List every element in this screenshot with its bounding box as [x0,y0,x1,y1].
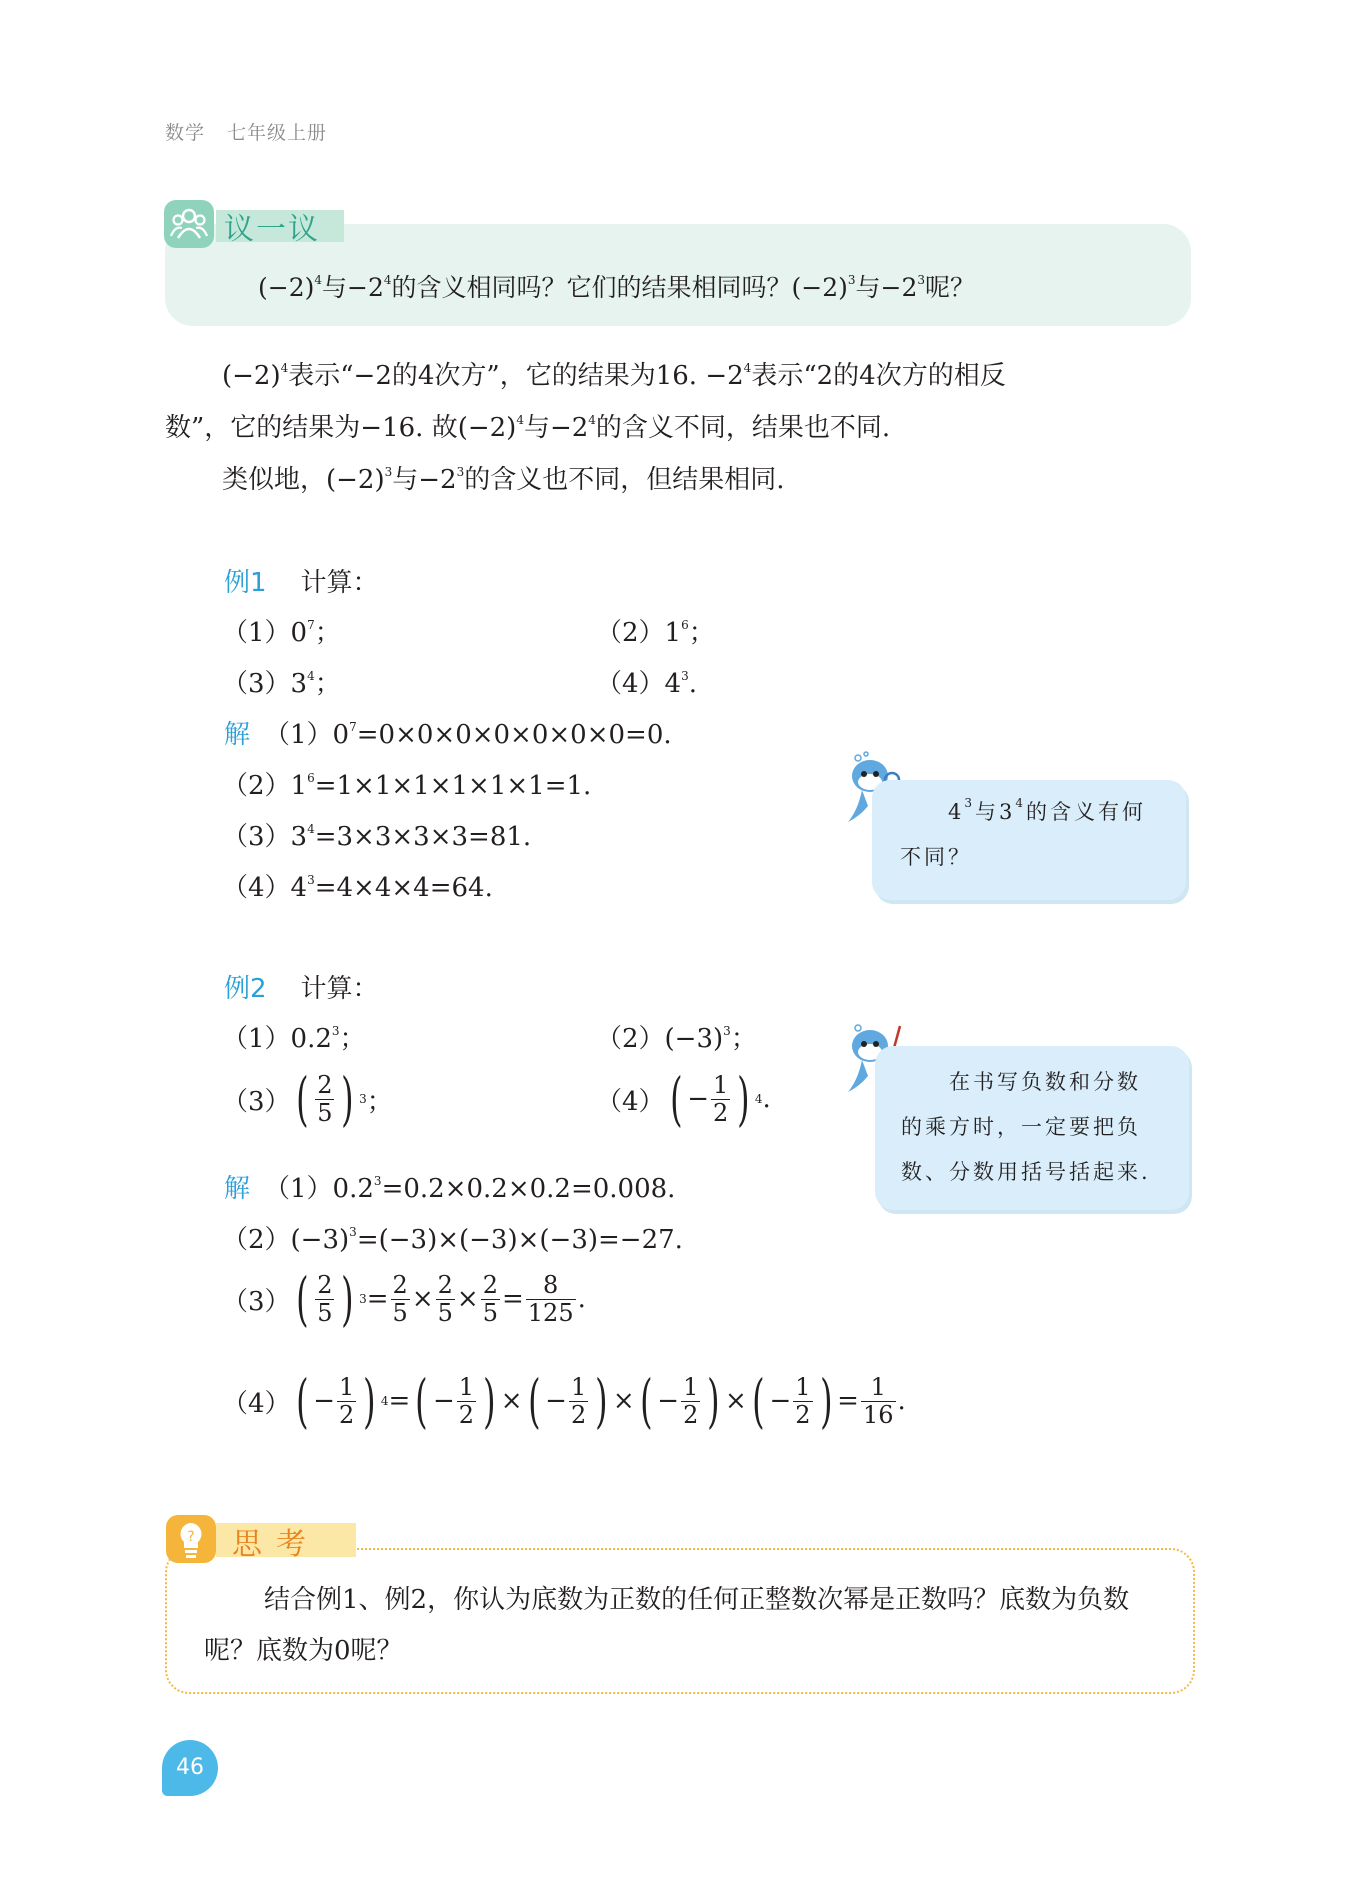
example2-q2: $(2)(-3)^3$； [596,1024,757,1054]
example2-solution-4: （4） ( − $\frac{1}{2}$ ) 4 = ( − $\frac{1}{2}$ ) × ( − $\frac{1}{2}$ ) × ( − $\frac{1}{2}$ ) × ( − $\frac{1}{2}$ ) = $\frac{1}{16}$ . [222,1367,906,1435]
example1-q2: $(2)1^6$； [596,618,715,648]
answer-line-1: $(-2)^4$表示“−2的4次方”，它的结果为16. $-2^4$表示“2的4次方的相反 [222,361,1006,391]
lightbulb-icon [166,1515,216,1563]
example2-solution-3: （3） ( $\frac{2}{5}$ ) 3 = $\frac{2}{5}$ × $\frac{2}{5}$ × $\frac{2}{5}$ = $\frac{8}{125}$ . [222,1265,586,1333]
example1-solution-2: $(2)1^6=1\times 1\times 1\times 1\times 1\times 1=1$. [222,771,592,801]
people-icon [164,200,214,248]
answer-line-2: 数”，它的结果为−16. 故$(-2)^4$与$-2^4$的含义不同，结果也不同. [165,413,891,443]
example2-q1: $(1)0.2^3$； [222,1024,366,1054]
discuss-tag [164,200,344,248]
page-number: 46 [162,1740,218,1796]
example1-heading: 例1 计算： [224,568,379,598]
running-header [165,118,327,145]
example1-solution-3: $(3)3^4=3\times 3\times 3\times 3=81$. [222,822,532,852]
example2-q4: （4） ( − $\frac{1}{2}$ ) 4 . [596,1065,771,1133]
example2-heading: 例2 计算： [224,974,379,1004]
header-grade: 七年级上册 [227,122,328,144]
discuss-title: 议一议 [224,212,320,247]
discuss-question: $(-2)^4$与$-2^4$的含义相同吗？它们的结果相同吗？$(-2)^3$与$-2^3$呢？ [258,273,976,302]
example1-q3: $(3)3^4$； [222,669,341,699]
answer-line-3: 类似地，$(-2)^3$与$-2^3$的含义也不同，但结果相同. [222,465,785,495]
example1-q1: $(1)0^7$； [222,618,341,648]
example2-q3: （3） ( $\frac{2}{5}$ ) 3 ； [222,1065,393,1133]
hint-bubble-1: $4^3$与$3^4$的含义有何 不同？ [872,780,1186,900]
hint-bubble-2: 在书写负数和分数 的乘方时，一定要把负 数、分数用括号括起来. [875,1046,1189,1210]
example2-solution-2: $(2)(-3)^3=(-3)\times(-3)\times(-3)=-27$. [222,1225,683,1255]
think-title: 思考 [232,1527,320,1562]
example1-solution-4: $(4)4^3=4\times 4\times 4=64$. [222,873,493,903]
example2-solution-1: 解 $(1)0.2^3=0.2\times 0.2\times 0.2=0.008$. [224,1174,676,1204]
think-tag [166,1515,356,1563]
header-subject: 数学 [165,122,206,144]
think-question: 结合例1、例2，你认为底数为正数的任何正整数次幂是正数吗？底数为负数呢？底数为0呢？ [204,1585,1130,1666]
example1-q4: $(4)4^3$. [596,669,697,699]
svg-text:?: ? [187,1529,195,1545]
example1-solution-1: 解 $(1)0^7=0\times 0\times 0\times 0\times 0\times 0\times 0=0$. [224,720,672,750]
